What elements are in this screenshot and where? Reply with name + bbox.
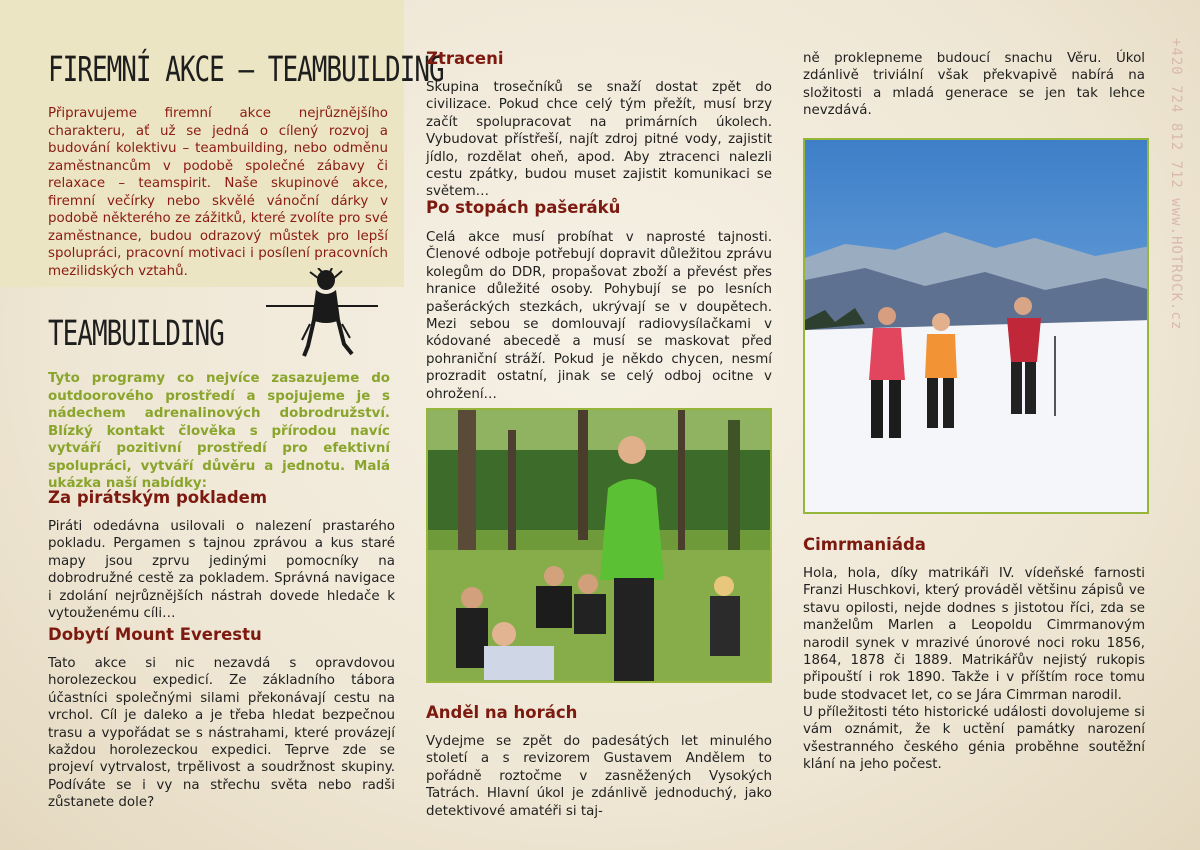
forest-scene-image: [428, 410, 772, 683]
article-heading: Po stopách pašeráků: [426, 198, 621, 217]
section-title: TEAMBUILDING: [48, 314, 224, 355]
article-heading: Cimrmaniáda: [803, 535, 926, 554]
snow-scene-image: [805, 140, 1149, 514]
article-text: Piráti odedávna usilovali o nalezení prastarého pokladu. Pergamen s tajnou zprávou a kus staré mapy jsou zprvu jedinými pomocníky na dobrodružné cestě za pokladem. Správná navigace i zdolání nejrůznějších nástrah dovede hledače k vytouženému cíli…: [48, 519, 395, 622]
snow-hiking-photo: [803, 138, 1149, 514]
article-text: Skupina trosečníků se snaží dostat zpět do civilizace. Pokud chce celý tým přežít, musí brzy začít spolupracovat na primárních úkolech. Vybudovat přístřeší, najít zdroj pitné vody, zajistit jídlo, rozdělat oheň, apod. Aby ztracenci nalezli cestu zpátky, budou muset zajistit komunikaci se světem…: [426, 80, 772, 200]
article-text: Tato akce si nic nezavdá s opravdovou horolezeckou expedicí. Ze základního tábora účastníci společnými silami překonávají cestu na vrchol. Cíl je daleko a je třeba hledat bezpečnou trasu a vypořádat se s nástrahami, které provázejí každou horolezeckou expedici. Teprve zde se projeví vytrvalost, trpělivost a soudržnost skupiny. Podíváte se i vy na střechu světa nebo radši zůstanete dole?: [48, 656, 395, 811]
article-text-continued: U příležitosti této historické události dovolujeme si vám oznámit, že k uctění památky narození všestranného českého génia proběhne soutěžní klání na jeho počest.: [803, 705, 1145, 773]
contact-text: +420 724 812 712 www.HOTROCK.cz: [1168, 38, 1184, 331]
article-heading: Za pirátským pokladem: [48, 488, 268, 507]
article-text: Hola, hola, díky matrikáři IV. vídeňské farnosti Franzi Huschkovi, který prováděl většinu zápisů ve stavu opilosti, nejde dodnes s jistotou říci, zda se manželům Marlen a Leopoldu Cimrmanovým narodil synek v mrazivé únorové noci roku 1856, 1864, 1878 či 1889. Matrikářův nejistý rukopis připouští i rok 1890. Takže i v příštím roce tomu bude stodvacet let, co se Jára Cimrman narodil.: [803, 566, 1145, 703]
vertical-contact: [1164, 38, 1188, 438]
continuation-text: ně proklepneme budoucí snachu Věru. Úkol zdánlivě triviální však překvapivě nabírá na složitosti a mladá generace se jen tak lehce nevzdává.: [803, 51, 1145, 119]
intro-paragraph: Připravujeme firemní akce nejrůznějšího charakteru, ať už se jedná o cílený rozvoj a budování kolektivu – teambuilding, nebo odměnu zaměstnancům v podobě společné zábavy či relaxace – teamspirit. Naše skupinové akce, firemní večírky nebo skvělé vánoční dárky v podobě některého ze zážitků, které zvolíte pro své zaměstnance, budou odrazový můstek pro lepší spolupráci, pracovní motivaci i posílení pracovních mezilidských vztahů.: [48, 106, 388, 279]
forest-team-photo: [426, 408, 772, 683]
article-heading: Ztraceni: [426, 49, 504, 68]
section-intro: Tyto programy co nejvíce zasazujeme do outdoorového prostředí a spojujeme je s nádechem adrenalinových dobrodružství. Blízký kontakt člověka s přírodou navíc vytváří pozitivní prostředí pro efektivní spolupráci, vytváří důvěru a jednotu. Malá ukázka naší nabídky:: [48, 371, 390, 491]
article-text: Celá akce musí probíhat v naprosté tajnosti. Členové odboje potřebují dopravit důležitou zprávu kolegům do DDR, propašovat zboží a převést přes hranice důležité osoby. Pohybují se po lesních pašeráckých stezkách, ukrývají se v doupětech. Mezi sebou se domlouvají radiovysílačkami v kódované abecedě a musí se maskovat před pohraniční stráží. Pokud je někdo chycen, nesmí prozradit ostatní, jinak se celý odboj ocitne v ohrožení…: [426, 230, 772, 402]
article-text: Vydejme se zpět do padesátých let minulého století a s revizorem Gustavem Andělem to pořádně roztočme v zasněžených Vysokých Tatrách. Hlavní úkol je zdánlivě jednoduchý, jako detektivové amatéři si taj-: [426, 734, 772, 819]
tribal-figure-icon: [266, 268, 378, 360]
article-heading: Dobytí Mount Everestu: [48, 625, 262, 644]
main-title: FIREMNÍ AKCE – TEAMBUILDING: [48, 50, 444, 91]
article-heading: Anděl na horách: [426, 703, 578, 722]
